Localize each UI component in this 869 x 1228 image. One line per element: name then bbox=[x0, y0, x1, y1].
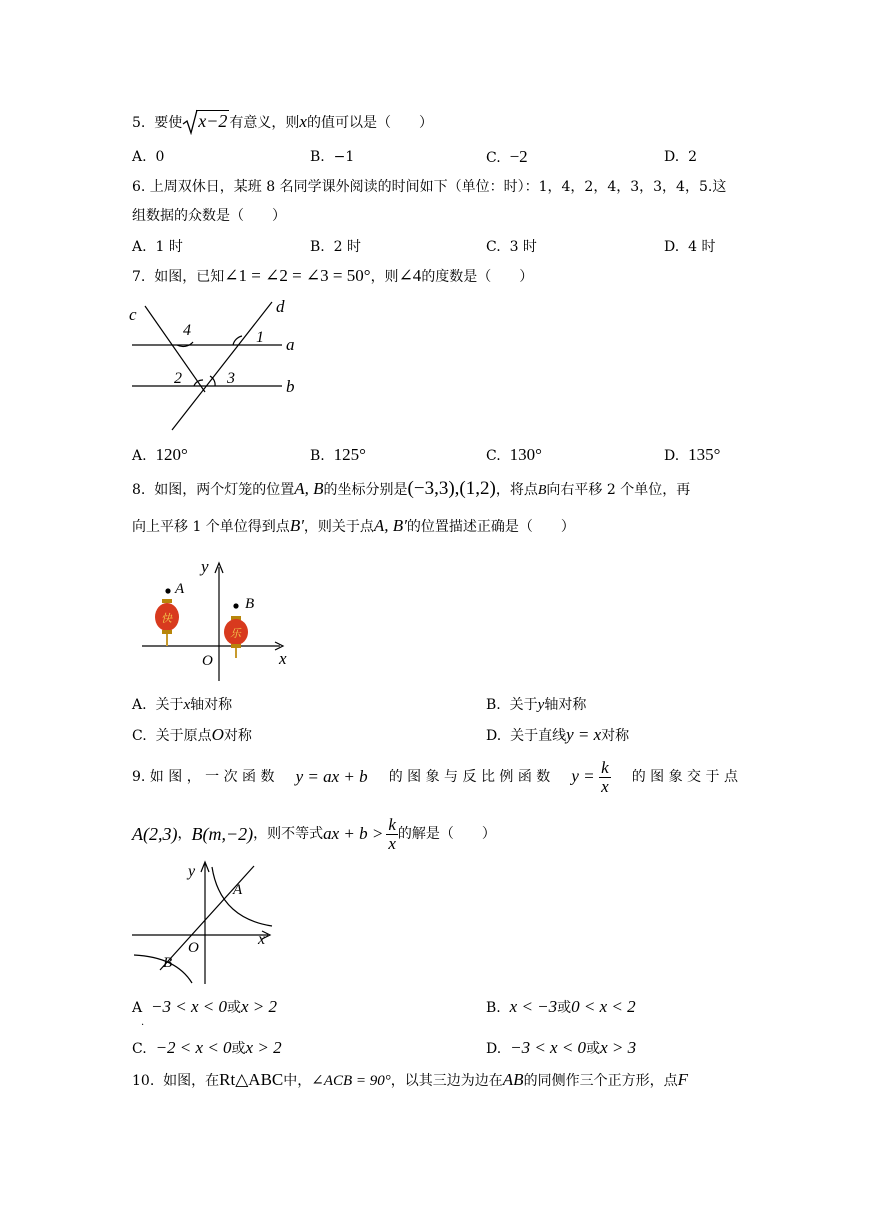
question-10: 10. 如图，在Rt△ABC中，∠ACB = 90°，以其三边为边在AB的同侧作三个正方形，点F bbox=[132, 1070, 688, 1089]
q6-option-d[interactable]: D. 4 时 bbox=[664, 239, 716, 255]
label-a: a bbox=[286, 335, 295, 354]
question-9-line1: 9. 如 图 ， 一 次 函 数 y = ax + b 的 图 象 与 反 比 例 函 数 y = $\frac{k}{x}$ 的 图 象 交 于 点 bbox=[132, 757, 738, 796]
label-2: 2 bbox=[174, 370, 182, 387]
label-3: 3 bbox=[227, 370, 235, 387]
q7-option-b[interactable]: B. 125° bbox=[310, 445, 366, 464]
axis-x-label: x bbox=[258, 931, 266, 948]
q9-function-graph bbox=[130, 856, 275, 988]
q7-option-c[interactable]: C. 130° bbox=[486, 445, 542, 464]
q8-option-d[interactable]: D. 关于直线y = x对称 bbox=[486, 725, 630, 744]
point-a-label: A bbox=[233, 882, 243, 898]
label-c: c bbox=[129, 305, 137, 324]
point-a-label: A bbox=[175, 581, 185, 597]
q9-option-d[interactable]: D. −3 < x < 0或x > 3 bbox=[486, 1038, 637, 1057]
point-b-label: B bbox=[163, 955, 173, 971]
q6-option-b[interactable]: B. 2 时 bbox=[310, 239, 362, 255]
q7-parallel-lines-figure bbox=[125, 296, 305, 436]
label-4: 4 bbox=[183, 322, 191, 339]
fraction-k-over-x: $\frac{k}{x}$ bbox=[601, 757, 609, 796]
q5-option-b[interactable]: B. −1 bbox=[310, 149, 355, 165]
q9-option-a[interactable]: A −3 < x < 0或x > 2 bbox=[132, 997, 278, 1016]
q5-option-c[interactable]: C. −2 bbox=[486, 147, 528, 166]
origin-label: O bbox=[188, 940, 199, 956]
q5-option-a[interactable]: A. 0 bbox=[132, 149, 165, 165]
q5-option-d[interactable]: D. 2 bbox=[664, 149, 698, 165]
q6-option-a[interactable]: A. 1 时 bbox=[132, 239, 183, 255]
point-b-label: B bbox=[245, 596, 255, 612]
question-9-line2: A(2,3) ， B(m,−2) ，则不等式 ax + b > $\frac{k}{x}$ 的解是（ ） bbox=[132, 814, 496, 853]
q8-option-b[interactable]: B. 关于y轴对称 bbox=[486, 697, 587, 713]
label-1: 1 bbox=[256, 329, 264, 346]
q9-option-b[interactable]: B. x < −3或0 < x < 2 bbox=[486, 997, 636, 1016]
origin-label: O bbox=[202, 653, 213, 669]
label-b: b bbox=[286, 377, 295, 396]
q7-option-a[interactable]: A. 120° bbox=[132, 445, 188, 464]
q7-option-d[interactable]: D. 135° bbox=[664, 445, 721, 464]
q8-option-a[interactable]: A. 关于x轴对称 bbox=[132, 697, 233, 713]
question-5: 5. 要使 x−2 有意义，则x的值可以是（ ） bbox=[132, 111, 433, 131]
axis-y-label: y bbox=[188, 863, 196, 880]
question-8-line2: 向上平移 1 个单位得到点B′，则关于点A, B′的位置描述正确是（ ） bbox=[132, 516, 575, 535]
option-a-dot: . bbox=[141, 1017, 145, 1028]
axis-x-label: x bbox=[279, 649, 287, 668]
axis-y-label: y bbox=[201, 557, 209, 576]
svg-text:快: 快 bbox=[161, 613, 172, 625]
question-7: 7. 如图，已知∠1 = ∠2 = ∠3 = 50°，则∠4的度数是（ ） bbox=[132, 266, 534, 285]
q6-option-c[interactable]: C. 3 时 bbox=[486, 239, 537, 255]
label-d: d bbox=[276, 297, 285, 316]
sqrt-expression: x−2 bbox=[182, 111, 229, 133]
q8-lantern-coordinate-figure bbox=[138, 555, 298, 685]
q8-option-c[interactable]: C. 关于原点O对称 bbox=[132, 725, 252, 744]
question-8-line1: 8. 如图，两个灯笼的位置A, B的坐标分别是(−3,3),(1,2)，将点B向右平移 2 个单位，再 bbox=[132, 478, 691, 499]
lantern-left bbox=[155, 599, 179, 646]
q9-option-c[interactable]: C. −2 < x < 0或x > 2 bbox=[132, 1038, 282, 1057]
question-6-line1: 6. 上周双休日，某班 8 名同学课外阅读的时间如下（单位：时）：1，4，2，4，3，3，4，5.这 bbox=[132, 179, 727, 195]
question-6-line2: 组数据的众数是（ ） bbox=[132, 208, 286, 224]
lantern-right bbox=[224, 616, 248, 658]
svg-text:乐: 乐 bbox=[230, 628, 241, 640]
